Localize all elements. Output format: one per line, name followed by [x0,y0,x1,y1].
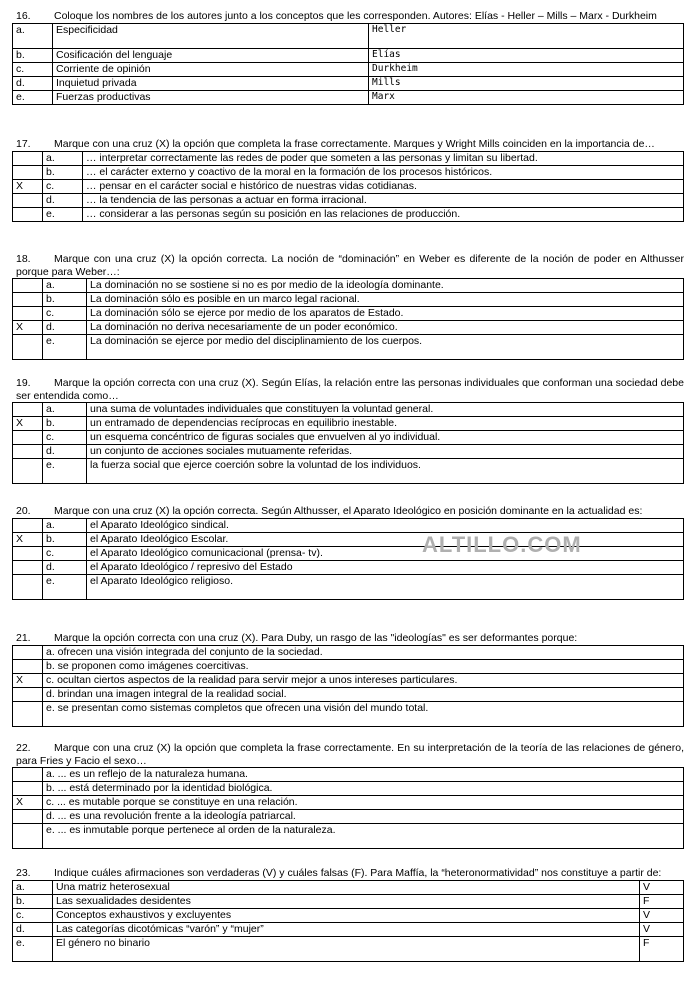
row-letter: a. [13,23,53,48]
mark-cell[interactable] [13,546,43,560]
option-letter: a. [43,151,83,165]
answer-cell[interactable]: V [640,908,684,922]
statement-cell: Conceptos exhaustivos y excluyentes [53,908,640,922]
mark-cell[interactable] [13,782,43,796]
option-text: un esquema concéntrico de figuras sociales que envuelven al yo individual. [87,431,684,445]
mark-cell[interactable] [13,560,43,574]
question-number: 17. [16,138,31,150]
options-table [12,645,684,727]
statement-cell: Una matriz heterosexual [53,880,640,894]
option-row[interactable] [13,532,684,546]
row-letter: d. [13,922,53,936]
question-number: 16. [16,10,31,22]
option-row[interactable] [13,546,684,560]
option-row[interactable] [13,403,684,417]
option-text: e. ... es inmutable porque pertenece al orden de la naturaleza. [43,824,684,849]
option-letter: e. [43,207,83,221]
mark-cell[interactable]: X [13,673,43,687]
row-letter: a. [13,880,53,894]
answer-cell[interactable]: F [640,894,684,908]
option-text: b. se proponen como imágenes coercitivas. [43,659,684,673]
row-letter: b. [13,894,53,908]
question-text [12,867,684,880]
option-letter: d. [43,321,87,335]
option-row[interactable] [13,824,684,849]
option-row[interactable] [13,782,684,796]
row-letter: e. [13,90,53,104]
mark-cell[interactable] [13,403,43,417]
question-number: 20. [16,505,31,517]
answer-table [12,23,684,105]
option-letter: c. [43,179,83,193]
question-prompt: Coloque los nombres de los autores junto a los conceptos que les corresponden. Autores: Elías - Heller – Mills – Marx - Durkheim [54,10,657,22]
mark-cell[interactable] [13,307,43,321]
option-letter: e. [43,335,87,360]
option-text: c. ocultan ciertos aspectos de la realidad para servir mejor a unos intereses particulares. [43,673,684,687]
option-row[interactable] [13,645,684,659]
row-letter: c. [13,908,53,922]
question-19 [12,377,684,484]
options-table [12,518,684,600]
mark-cell[interactable] [13,279,43,293]
option-row[interactable] [13,207,684,221]
option-letter: a. [43,279,87,293]
mark-cell[interactable] [13,335,43,360]
mark-cell[interactable]: X [13,532,43,546]
mark-cell[interactable] [13,768,43,782]
question-prompt: Marque con una cruz (X) la opción que completa la frase correctamente. En su interpretación de la teoría de las relaciones de género, para Fries y Facio el sexo… [16,742,684,767]
option-row[interactable] [13,810,684,824]
mark-cell[interactable]: X [13,796,43,810]
option-row[interactable] [13,417,684,431]
table-row [13,23,684,48]
question-number: 21. [16,632,31,644]
question-number: 22. [16,742,31,754]
row-letter: e. [13,936,53,961]
answer-cell[interactable]: V [640,880,684,894]
question-text [12,10,684,23]
row-letter: d. [13,76,53,90]
statement-cell: Las categorías dicotómicas “varón” y “mujer” [53,922,640,936]
option-text: e. se presentan como sistemas completos que ofrecen una visión del mundo total. [43,701,684,726]
question-text [12,253,684,278]
option-letter: d. [43,445,87,459]
question-22 [12,742,684,849]
option-letter: a. [43,403,87,417]
option-letter: c. [43,431,87,445]
option-text: una suma de voluntades individuales que constituyen la voluntad general. [87,403,684,417]
option-letter: c. [43,307,87,321]
option-text: La dominación se ejerce por medio del disciplinamiento de los cuerpos. [87,335,684,360]
statement-cell: El género no binario [53,936,640,961]
concept-cell: Especificidad [53,23,369,48]
question-16 [12,10,684,105]
option-text: … interpretar correctamente las redes de poder que someten a las personas y limitan su libertad. [83,151,684,165]
mark-cell[interactable] [13,193,43,207]
question-text [12,505,684,518]
table-row [13,76,684,90]
option-text: b. ... está determinado por la identidad biológica. [43,782,684,796]
option-text: el Aparato Ideológico comunicacional (prensa- tv). [87,546,684,560]
option-text: d. ... es una revolución frente a la ideología patriarcal. [43,810,684,824]
answer-cell[interactable]: Marx [369,90,684,104]
options-table [12,151,684,222]
options-table [12,278,684,360]
options-table [12,767,684,849]
option-row[interactable] [13,701,684,726]
options-table [12,402,684,484]
row-letter: b. [13,48,53,62]
option-letter: b. [43,293,87,307]
option-letter: d. [43,560,87,574]
question-prompt: Marque con una cruz (X) la opción correcta. La noción de “dominación” en Weber es diferente de la noción de poder en Althusser porque para Weber…: [16,253,684,278]
option-row[interactable] [13,279,684,293]
statement-cell: Las sexualidades desidentes [53,894,640,908]
option-text: … el carácter externo y coactivo de la moral en la formación de los procesos históricos. [83,165,684,179]
table-row [13,936,684,961]
option-text: un conjunto de acciones sociales mutuamente referidas. [87,445,684,459]
mark-cell[interactable] [13,659,43,673]
option-letter: a. [43,518,87,532]
option-letter: e. [43,574,87,599]
true-false-table [12,880,684,962]
answer-cell[interactable]: Durkheim [369,62,684,76]
option-row[interactable] [13,560,684,574]
concept-cell: Corriente de opinión [53,62,369,76]
option-row[interactable] [13,179,684,193]
mark-cell[interactable] [13,824,43,849]
question-20 [12,505,684,600]
table-row [13,48,684,62]
option-text: el Aparato Ideológico Escolar. [87,532,684,546]
option-text: c. ... es mutable porque se constituye en una relación. [43,796,684,810]
option-row[interactable] [13,574,684,599]
option-text: … pensar en el carácter social e histórico de nuestras vidas cotidianas. [83,179,684,193]
option-row[interactable] [13,307,684,321]
table-row [13,880,684,894]
mark-cell[interactable] [13,687,43,701]
option-text: La dominación sólo es posible en un marco legal racional. [87,293,684,307]
mark-cell[interactable] [13,574,43,599]
option-letter: c. [43,546,87,560]
option-text: La dominación no deriva necesariamente de un poder económico. [87,321,684,335]
question-prompt: Marque la opción correcta con una cruz (X). Para Duby, un rasgo de las "ideologías" es ser deformantes porque: [54,632,578,644]
option-text: a. ofrecen una visión integrada del conjunto de la sociedad. [43,645,684,659]
option-text: el Aparato Ideológico religioso. [87,574,684,599]
mark-cell[interactable] [13,445,43,459]
option-row[interactable] [13,151,684,165]
option-text: un entramado de dependencias recíprocas en equilibrio inestable. [87,417,684,431]
option-row[interactable] [13,659,684,673]
question-23 [12,867,684,962]
option-text: La dominación no se sostiene si no es por medio de la ideología dominante. [87,279,684,293]
mark-cell[interactable] [13,293,43,307]
mark-cell[interactable]: X [13,417,43,431]
mark-cell[interactable] [13,701,43,726]
option-row[interactable] [13,687,684,701]
table-row [13,908,684,922]
mark-cell[interactable] [13,151,43,165]
answer-cell[interactable]: V [640,922,684,936]
table-row [13,62,684,76]
mark-cell[interactable] [13,810,43,824]
table-row [13,894,684,908]
concept-cell: Cosificación del lenguaje [53,48,369,62]
option-row[interactable] [13,673,684,687]
mark-cell[interactable] [13,431,43,445]
option-text: d. brindan una imagen integral de la realidad social. [43,687,684,701]
concept-cell: Fuerzas productivas [53,90,369,104]
option-text: a. ... es un reflejo de la naturaleza humana. [43,768,684,782]
option-row[interactable] [13,459,684,484]
question-text [12,632,684,645]
option-row[interactable] [13,518,684,532]
question-17 [12,138,684,222]
question-prompt: Marque con una cruz (X) la opción que completa la frase correctamente. Marques y Wright Mills coinciden en la importancia de… [54,138,655,150]
question-text [12,377,684,402]
question-text [12,138,684,151]
table-row [13,90,684,104]
option-row[interactable] [13,796,684,810]
table-row [13,922,684,936]
mark-cell[interactable] [13,459,43,484]
option-row[interactable] [13,293,684,307]
question-text [12,742,684,767]
mark-cell[interactable] [13,165,43,179]
question-prompt: Marque con una cruz (X) la opción correcta. Según Althusser, el Aparato Ideológico en posición dominante en la actualidad es: [54,505,643,517]
answer-cell[interactable]: Elías [369,48,684,62]
option-row[interactable] [13,165,684,179]
option-row[interactable] [13,431,684,445]
mark-cell[interactable]: X [13,321,43,335]
mark-cell[interactable] [13,207,43,221]
option-text: el Aparato Ideológico / represivo del Estado [87,560,684,574]
option-row[interactable] [13,193,684,207]
question-18 [12,253,684,360]
question-prompt: Indique cuáles afirmaciones son verdaderas (V) y cuáles falsas (F). Para Maffía, la “heteronormatividad” nos constituye a partir de: [54,867,662,879]
option-row[interactable] [13,335,684,360]
option-letter: d. [43,193,83,207]
concept-cell: Inquietud privada [53,76,369,90]
option-row[interactable] [13,445,684,459]
option-letter: b. [43,165,83,179]
option-letter: e. [43,459,87,484]
option-text: … considerar a las personas según su posición en las relaciones de producción. [83,207,684,221]
option-text: el Aparato Ideológico sindical. [87,518,684,532]
option-letter: b. [43,417,87,431]
mark-cell[interactable]: X [13,179,43,193]
row-letter: c. [13,62,53,76]
option-text: La dominación sólo se ejerce por medio de los aparatos de Estado. [87,307,684,321]
question-number: 23. [16,867,31,879]
answer-cell[interactable]: F [640,936,684,961]
question-21 [12,632,684,727]
mark-cell[interactable] [13,518,43,532]
watermark: ALTILLO.COM [422,532,582,557]
question-number: 18. [16,253,31,265]
answer-cell[interactable]: Mills [369,76,684,90]
option-text: la fuerza social que ejerce coerción sobre la voluntad de los individuos. [87,459,684,484]
option-row[interactable] [13,321,684,335]
option-text: … la tendencia de las personas a actuar en forma irracional. [83,193,684,207]
question-prompt: Marque la opción correcta con una cruz (X). Según Elías, la relación entre las personas individuales que conforman una sociedad debe ser entendida como… [16,377,684,402]
question-number: 19. [16,377,31,389]
option-row[interactable] [13,768,684,782]
mark-cell[interactable] [13,645,43,659]
option-letter: b. [43,532,87,546]
answer-cell[interactable]: Heller [369,23,684,48]
